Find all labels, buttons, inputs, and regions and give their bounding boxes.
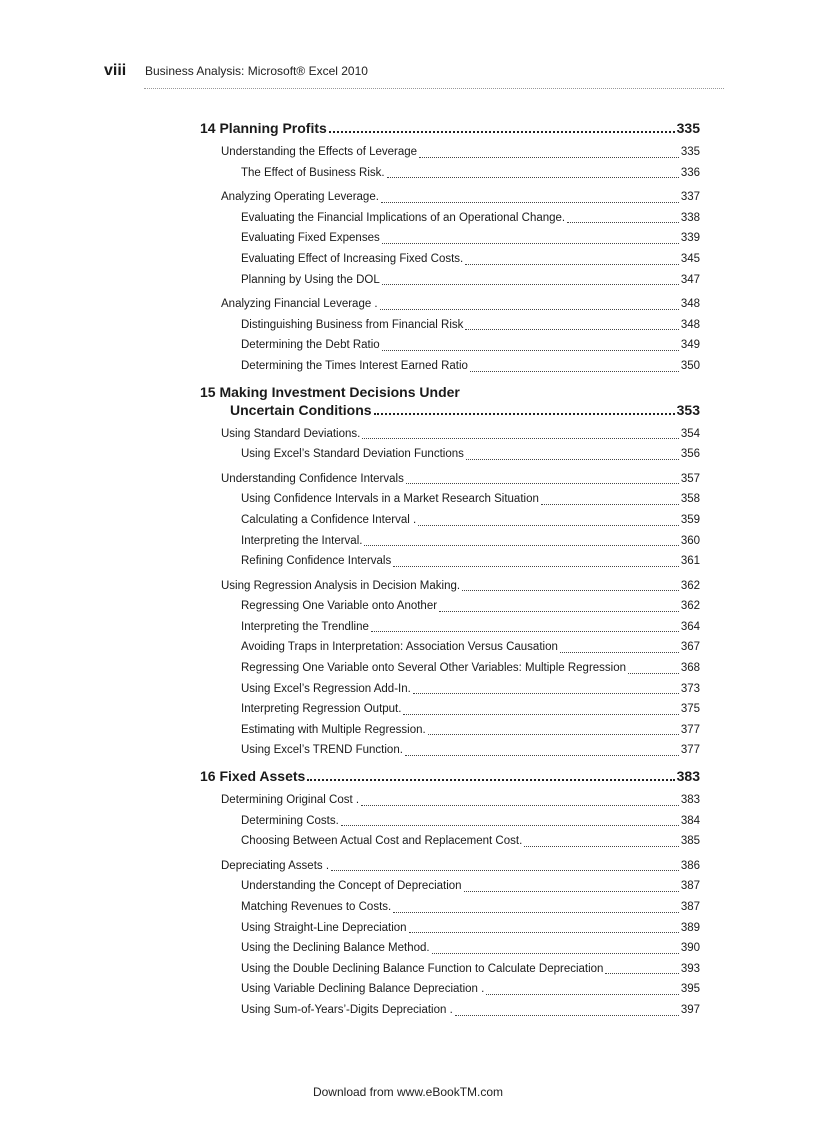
toc-subsection-entry[interactable] <box>200 679 700 700</box>
dot-leader <box>418 525 679 526</box>
entry-page-number: 348 <box>680 318 700 331</box>
dot-leader <box>387 177 679 178</box>
toc-subsection-entry[interactable] <box>200 208 700 229</box>
dot-leader <box>567 222 679 223</box>
dot-leader <box>560 652 679 653</box>
dot-leader <box>465 329 678 330</box>
entry-title: Refining Confidence Intervals <box>241 555 392 568</box>
chapter-heading[interactable] <box>200 119 700 137</box>
dot-leader <box>405 755 679 756</box>
entry-page-number: 356 <box>680 448 700 461</box>
entry-page-number: 348 <box>680 298 700 311</box>
toc-subsection-entry[interactable] <box>200 489 700 510</box>
entry-title: Regressing One Variable onto Another <box>241 600 438 613</box>
entry-title: Avoiding Traps in Interpretation: Association Versus Causation <box>241 641 558 654</box>
toc-subsection-entry[interactable] <box>200 551 700 572</box>
chapter-page-number: 335 <box>676 120 700 136</box>
toc-subsection-entry[interactable] <box>200 699 700 720</box>
chapter-title: 15 Making Investment Decisions Under <box>200 383 460 400</box>
entry-page-number: 385 <box>680 835 700 848</box>
entry-title: Using Excel’s TREND Function. <box>241 744 403 757</box>
dot-leader <box>371 631 679 632</box>
toc-section-entry[interactable] <box>200 142 700 163</box>
toc-subsection-entry[interactable] <box>200 658 700 679</box>
page-number: viii <box>104 62 127 79</box>
entry-title: Analyzing Financial Leverage . <box>221 298 378 311</box>
dot-leader <box>403 714 678 715</box>
entry-page-number: 377 <box>680 744 700 757</box>
entry-title: Understanding the Concept of Depreciation <box>241 880 462 893</box>
entry-page-number: 368 <box>680 662 700 675</box>
entry-title: Determining Costs. <box>241 814 339 827</box>
page-header <box>104 62 368 80</box>
entry-title: Planning by Using the DOL <box>241 273 380 286</box>
dot-leader <box>541 504 679 505</box>
dot-leader <box>439 611 679 612</box>
dot-leader <box>329 131 675 133</box>
entry-page-number: 373 <box>680 682 700 695</box>
dot-leader <box>307 779 674 781</box>
chapter-title: 14 Planning Profits <box>200 120 327 136</box>
dot-leader <box>364 545 678 546</box>
dot-leader <box>486 994 678 995</box>
entry-page-number: 375 <box>680 703 700 716</box>
toc-subsection-entry[interactable] <box>200 740 700 761</box>
dot-leader <box>464 891 679 892</box>
entry-title: Evaluating Effect of Increasing Fixed Costs. <box>241 252 464 265</box>
toc-subsection-entry[interactable] <box>200 596 700 617</box>
entry-title: Using the Double Declining Balance Function to Calculate Depreciation <box>241 962 604 975</box>
entry-title: Understanding Confidence Intervals <box>221 472 404 485</box>
entry-page-number: 362 <box>680 579 700 592</box>
dot-leader <box>409 932 679 933</box>
entry-title: Evaluating Fixed Expenses <box>241 232 380 245</box>
entry-page-number: 389 <box>680 921 700 934</box>
entry-title: Distinguishing Business from Financial Risk <box>241 318 464 331</box>
chapter-heading[interactable] <box>200 383 700 419</box>
entry-page-number: 384 <box>680 814 700 827</box>
chapter-title: 16 Fixed Assets <box>200 768 306 785</box>
toc-subsection-entry[interactable] <box>200 444 700 465</box>
entry-title: Regressing One Variable onto Several Other Variables: Multiple Regression <box>241 662 627 675</box>
entry-page-number: 337 <box>680 191 700 204</box>
dot-leader <box>524 846 679 847</box>
dot-leader <box>380 309 679 310</box>
toc-subsection-entry[interactable] <box>200 720 700 741</box>
entry-page-number: 360 <box>680 534 700 547</box>
entry-title: Evaluating the Financial Implications of an Operational Change. <box>241 211 566 224</box>
entry-page-number: 397 <box>680 1003 700 1016</box>
dot-leader <box>393 912 679 913</box>
entry-title: The Effect of Business Risk. <box>241 166 385 179</box>
dot-leader <box>432 953 679 954</box>
toc-subsection-entry[interactable] <box>200 938 700 959</box>
entry-page-number: 349 <box>680 339 700 352</box>
dot-leader <box>382 243 679 244</box>
dot-leader <box>374 413 675 415</box>
entry-page-number: 354 <box>680 427 700 440</box>
toc-subsection-entry[interactable] <box>200 335 700 356</box>
chapter-page-number: 353 <box>676 401 700 418</box>
entry-page-number: 338 <box>680 211 700 224</box>
dot-leader <box>466 459 679 460</box>
toc-section-entry[interactable] <box>200 576 700 597</box>
dot-leader <box>455 1015 679 1016</box>
entry-title: Understanding the Effects of Leverage <box>221 146 418 158</box>
dot-leader <box>382 284 679 285</box>
entry-title: Using Sum-of-Years’-Digits Depreciation . <box>241 1003 453 1016</box>
entry-page-number: 339 <box>680 232 700 245</box>
book-title: Business Analysis: Microsoft® Excel 2010 <box>145 64 368 78</box>
toc-subsection-entry[interactable] <box>200 918 700 939</box>
entry-title: Using Straight-Line Depreciation <box>241 921 407 934</box>
entry-page-number: 364 <box>680 620 700 633</box>
dot-leader <box>462 590 679 591</box>
toc-subsection-entry[interactable] <box>200 315 700 336</box>
dot-leader <box>362 438 678 439</box>
toc-section-entry[interactable] <box>200 424 700 445</box>
toc-subsection-entry[interactable] <box>200 356 700 377</box>
entry-page-number: 383 <box>680 794 700 807</box>
entry-title: Using Excel’s Standard Deviation Functions <box>241 448 464 461</box>
toc-subsection-entry[interactable] <box>200 163 700 184</box>
entry-title: Using the Declining Balance Method. <box>241 942 430 955</box>
toc-section-entry[interactable] <box>200 469 700 490</box>
entry-page-number: 390 <box>680 942 700 955</box>
chapter-page-number: 383 <box>676 768 700 785</box>
entry-page-number: 347 <box>680 273 700 286</box>
download-footer: Download from www.eBookTM.com <box>312 1085 504 1099</box>
entry-page-number: 367 <box>680 641 700 654</box>
entry-title: Analyzing Operating Leverage. <box>221 191 379 204</box>
entry-title: Using Excel’s Regression Add-In. <box>241 682 411 695</box>
entry-title: Determining the Times Interest Earned Ratio <box>241 359 468 372</box>
entry-page-number: 359 <box>680 513 700 526</box>
entry-title: Determining the Debt Ratio <box>241 339 380 352</box>
entry-page-number: 350 <box>680 359 700 372</box>
toc-subsection-entry[interactable] <box>200 897 700 918</box>
toc-subsection-entry[interactable] <box>200 959 700 980</box>
entry-title: Using Regression Analysis in Decision Making. <box>221 579 461 592</box>
toc-subsection-entry[interactable] <box>200 228 700 249</box>
entry-title: Interpreting Regression Output. <box>241 703 402 716</box>
entry-page-number: 377 <box>680 723 700 736</box>
header-divider <box>144 88 724 89</box>
entry-page-number: 362 <box>680 600 700 613</box>
dot-leader <box>470 371 679 372</box>
toc-subsection-entry[interactable] <box>200 811 700 832</box>
entry-page-number: 386 <box>680 859 700 872</box>
dot-leader <box>628 673 679 674</box>
dot-leader <box>382 350 679 351</box>
dot-leader <box>361 805 679 806</box>
entry-page-number: 357 <box>680 472 700 485</box>
dot-leader <box>381 202 679 203</box>
toc-subsection-entry[interactable] <box>200 876 700 897</box>
entry-title: Calculating a Confidence Interval . <box>241 513 417 526</box>
entry-page-number: 395 <box>680 983 700 996</box>
toc-subsection-entry[interactable] <box>200 637 700 658</box>
entry-title: Interpreting the Interval. <box>241 534 363 547</box>
toc-section-entry[interactable] <box>200 790 700 811</box>
entry-title: Using Variable Declining Balance Depreciation . <box>241 983 485 996</box>
table-of-contents <box>200 119 700 1021</box>
entry-page-number: 358 <box>680 493 700 506</box>
dot-leader <box>406 483 679 484</box>
entry-title: Using Standard Deviations. <box>221 427 361 440</box>
chapter-heading[interactable] <box>200 767 700 785</box>
dot-leader <box>465 264 679 265</box>
entry-page-number: 387 <box>680 880 700 893</box>
entry-title: Matching Revenues to Costs. <box>241 901 392 913</box>
entry-page-number: 336 <box>680 166 700 179</box>
toc-subsection-entry[interactable] <box>200 979 700 1000</box>
chapter-title-line2: Uncertain Conditions <box>230 401 372 418</box>
toc-section-entry[interactable] <box>200 294 700 315</box>
dot-leader <box>413 693 679 694</box>
toc-subsection-entry[interactable] <box>200 510 700 531</box>
entry-page-number: 387 <box>680 901 700 913</box>
entry-title: Choosing Between Actual Cost and Replacement Cost. <box>241 835 523 848</box>
toc-subsection-entry[interactable] <box>200 1000 700 1021</box>
entry-title: Depreciating Assets . <box>221 859 330 872</box>
toc-subsection-entry[interactable] <box>200 249 700 270</box>
toc-subsection-entry[interactable] <box>200 617 700 638</box>
toc-section-entry[interactable] <box>200 856 700 877</box>
dot-leader <box>428 734 679 735</box>
entry-page-number: 345 <box>680 252 700 265</box>
chapter-title-continued <box>200 401 700 419</box>
entry-title: Using Confidence Intervals in a Market Research Situation <box>241 493 539 506</box>
dot-leader <box>331 870 679 871</box>
entry-title: Estimating with Multiple Regression. <box>241 723 426 736</box>
toc-section-entry[interactable] <box>200 187 700 208</box>
entry-title: Interpreting the Trendline <box>241 620 369 633</box>
dot-leader <box>605 973 678 974</box>
entry-title: Determining Original Cost . <box>221 794 360 807</box>
dot-leader <box>393 566 679 567</box>
entry-page-number: 361 <box>680 555 700 568</box>
toc-subsection-entry[interactable] <box>200 831 700 852</box>
dot-leader <box>419 157 679 158</box>
toc-subsection-entry[interactable] <box>200 531 700 552</box>
dot-leader <box>341 825 679 826</box>
entry-page-number: 335 <box>680 146 700 158</box>
entry-page-number: 393 <box>680 962 700 975</box>
toc-subsection-entry[interactable] <box>200 270 700 291</box>
